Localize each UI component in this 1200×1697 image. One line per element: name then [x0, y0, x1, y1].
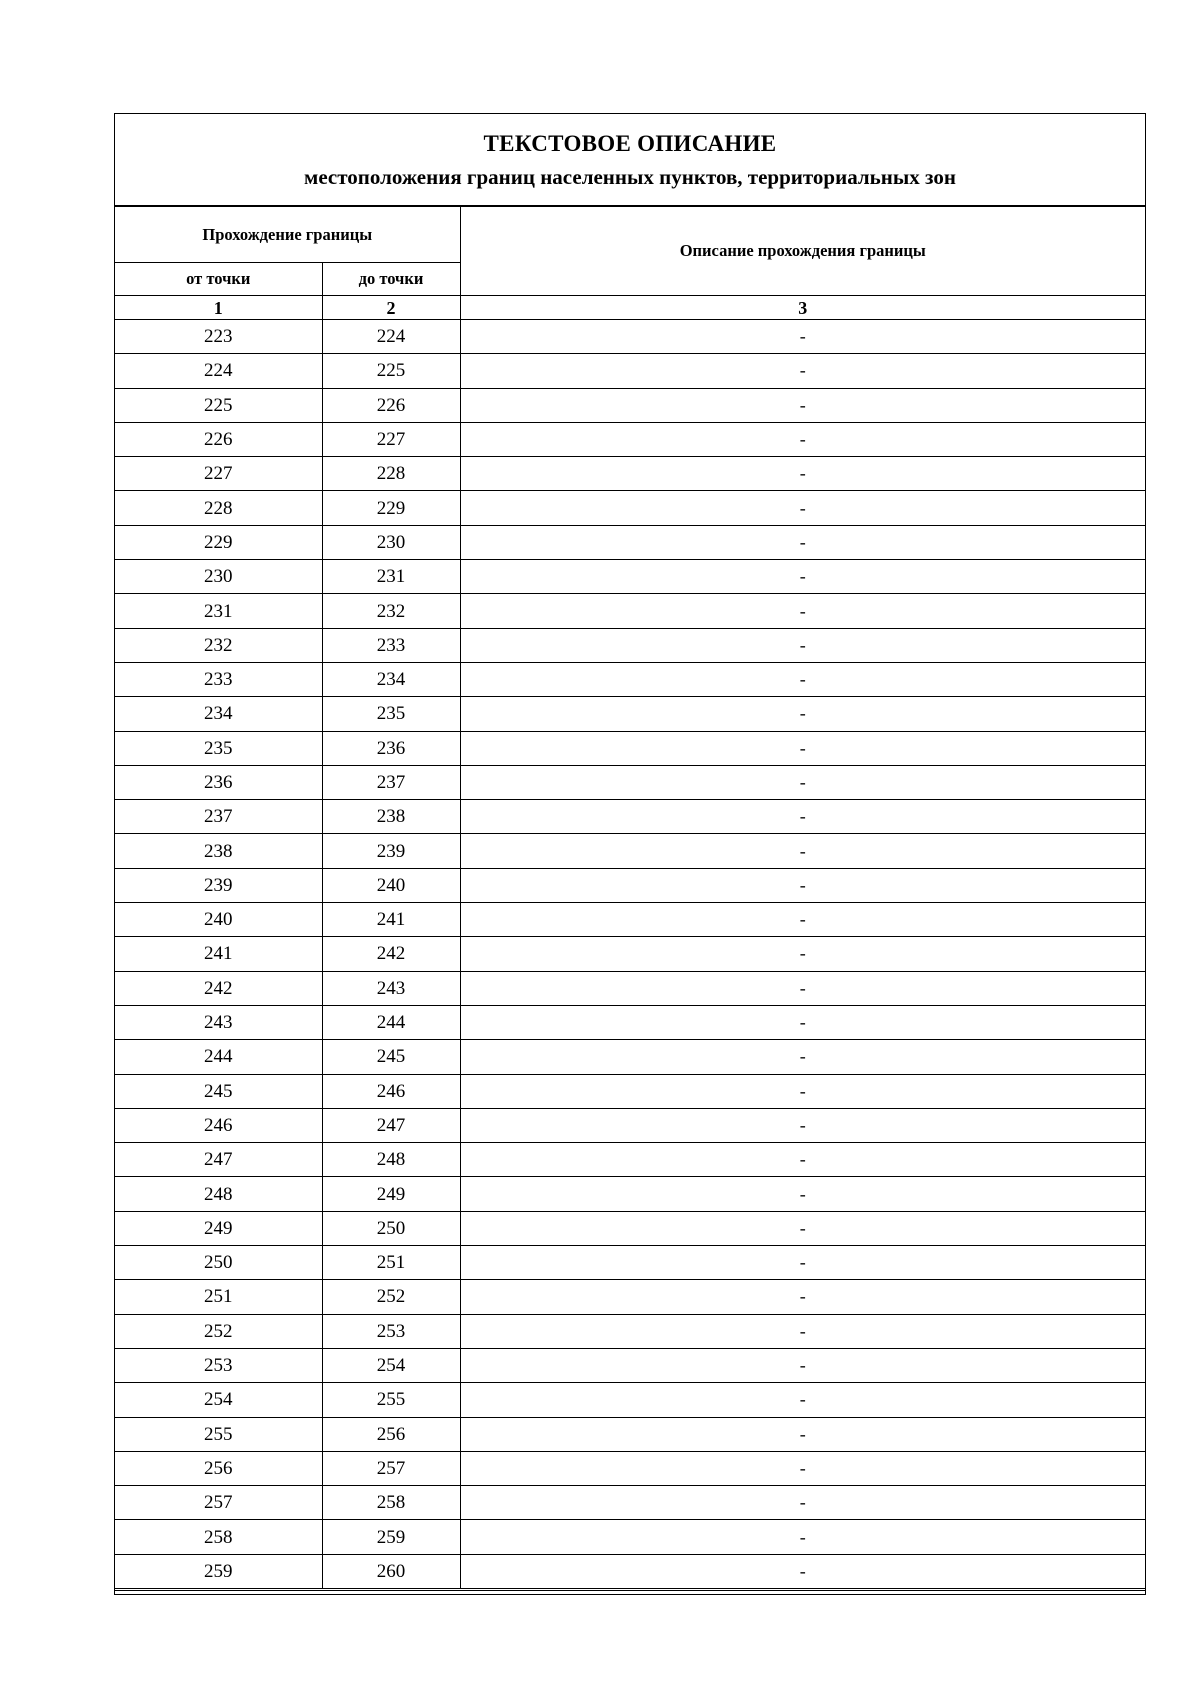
to-point-cell: 245 [322, 1040, 460, 1074]
description-cell: - [460, 1314, 1145, 1348]
to-point-cell: 256 [322, 1417, 460, 1451]
to-point-cell: 239 [322, 834, 460, 868]
header-from-point: от точки [115, 263, 322, 296]
table-row [115, 662, 1145, 696]
bottom-rule [115, 1590, 1145, 1591]
from-point-cell: 248 [115, 1177, 322, 1211]
to-point-cell: 240 [322, 868, 460, 902]
description-cell: - [460, 491, 1145, 525]
from-point-cell: 223 [115, 320, 322, 354]
from-point-cell: 238 [115, 834, 322, 868]
column-number-row [115, 296, 1145, 320]
description-cell: - [460, 731, 1145, 765]
from-point-cell: 252 [115, 1314, 322, 1348]
table-row [115, 1348, 1145, 1382]
to-point-cell: 233 [322, 628, 460, 662]
to-point-cell: 225 [322, 354, 460, 388]
description-cell: - [460, 937, 1145, 971]
description-cell: - [460, 800, 1145, 834]
title-block [115, 114, 1145, 206]
description-cell: - [460, 1520, 1145, 1554]
from-point-cell: 229 [115, 525, 322, 559]
table-row [115, 1211, 1145, 1245]
table-row [115, 628, 1145, 662]
column-number: 3 [460, 296, 1145, 320]
to-point-cell: 242 [322, 937, 460, 971]
table-row [115, 1074, 1145, 1108]
to-point-cell: 241 [322, 903, 460, 937]
from-point-cell: 250 [115, 1246, 322, 1280]
table-row [115, 1486, 1145, 1520]
from-point-cell: 232 [115, 628, 322, 662]
to-point-cell: 255 [322, 1383, 460, 1417]
to-point-cell: 260 [322, 1554, 460, 1588]
description-cell: - [460, 1211, 1145, 1245]
table-row [115, 868, 1145, 902]
description-cell: - [460, 765, 1145, 799]
description-cell: - [460, 1383, 1145, 1417]
from-point-cell: 251 [115, 1280, 322, 1314]
description-cell: - [460, 1246, 1145, 1280]
from-point-cell: 258 [115, 1520, 322, 1554]
table-row [115, 525, 1145, 559]
table-row [115, 731, 1145, 765]
from-point-cell: 245 [115, 1074, 322, 1108]
from-point-cell: 226 [115, 422, 322, 456]
table-row [115, 765, 1145, 799]
description-cell: - [460, 903, 1145, 937]
to-point-cell: 246 [322, 1074, 460, 1108]
table-row [115, 1451, 1145, 1485]
description-cell: - [460, 1040, 1145, 1074]
to-point-cell: 259 [322, 1520, 460, 1554]
to-point-cell: 234 [322, 662, 460, 696]
to-point-cell: 230 [322, 525, 460, 559]
from-point-cell: 242 [115, 971, 322, 1005]
to-point-cell: 253 [322, 1314, 460, 1348]
from-point-cell: 256 [115, 1451, 322, 1485]
table-row [115, 388, 1145, 422]
table-row [115, 422, 1145, 456]
description-cell: - [460, 1177, 1145, 1211]
to-point-cell: 258 [322, 1486, 460, 1520]
to-point-cell: 229 [322, 491, 460, 525]
to-point-cell: 257 [322, 1451, 460, 1485]
table-row [115, 1520, 1145, 1554]
description-cell: - [460, 1143, 1145, 1177]
description-cell: - [460, 628, 1145, 662]
table-row [115, 1246, 1145, 1280]
description-cell: - [460, 1005, 1145, 1039]
to-point-cell: 254 [322, 1348, 460, 1382]
document-frame [114, 113, 1146, 1595]
from-point-cell: 240 [115, 903, 322, 937]
table-row [115, 971, 1145, 1005]
from-point-cell: 227 [115, 457, 322, 491]
table-row [115, 1383, 1145, 1417]
table-row [115, 1177, 1145, 1211]
from-point-cell: 249 [115, 1211, 322, 1245]
to-point-cell: 236 [322, 731, 460, 765]
description-cell: - [460, 1554, 1145, 1588]
header-boundary-passage: Прохождение границы [115, 207, 460, 263]
to-point-cell: 224 [322, 320, 460, 354]
from-point-cell: 230 [115, 560, 322, 594]
from-point-cell: 237 [115, 800, 322, 834]
table-row [115, 1314, 1145, 1348]
from-point-cell: 244 [115, 1040, 322, 1074]
description-cell: - [460, 868, 1145, 902]
description-cell: - [460, 560, 1145, 594]
table-row [115, 1143, 1145, 1177]
from-point-cell: 247 [115, 1143, 322, 1177]
description-cell: - [460, 1074, 1145, 1108]
description-cell: - [460, 525, 1145, 559]
description-cell: - [460, 594, 1145, 628]
description-cell: - [460, 1348, 1145, 1382]
from-point-cell: 224 [115, 354, 322, 388]
description-cell: - [460, 354, 1145, 388]
table-row [115, 1005, 1145, 1039]
document-subtitle: местоположения границ населенных пунктов, территориальных зон [304, 165, 956, 189]
to-point-cell: 252 [322, 1280, 460, 1314]
document-title: ТЕКСТОВОЕ ОПИСАНИЕ [483, 131, 777, 156]
to-point-cell: 232 [322, 594, 460, 628]
from-point-cell: 236 [115, 765, 322, 799]
description-cell: - [460, 1108, 1145, 1142]
from-point-cell: 235 [115, 731, 322, 765]
table-row [115, 1280, 1145, 1314]
description-cell: - [460, 834, 1145, 868]
to-point-cell: 235 [322, 697, 460, 731]
description-cell: - [460, 1451, 1145, 1485]
from-point-cell: 225 [115, 388, 322, 422]
table-row [115, 1108, 1145, 1142]
table-row [115, 320, 1145, 354]
to-point-cell: 238 [322, 800, 460, 834]
description-cell: - [460, 388, 1145, 422]
table-row [115, 1417, 1145, 1451]
from-point-cell: 239 [115, 868, 322, 902]
description-cell: - [460, 457, 1145, 491]
to-point-cell: 248 [322, 1143, 460, 1177]
to-point-cell: 237 [322, 765, 460, 799]
from-point-cell: 253 [115, 1348, 322, 1382]
header-to-point: до точки [322, 263, 460, 296]
to-point-cell: 228 [322, 457, 460, 491]
boundary-description-table [115, 206, 1145, 1589]
table-row [115, 1040, 1145, 1074]
to-point-cell: 244 [322, 1005, 460, 1039]
to-point-cell: 226 [322, 388, 460, 422]
table-row [115, 354, 1145, 388]
header-description: Описание прохождения границы [460, 207, 1145, 296]
table-row [115, 834, 1145, 868]
to-point-cell: 251 [322, 1246, 460, 1280]
from-point-cell: 257 [115, 1486, 322, 1520]
description-cell: - [460, 697, 1145, 731]
table-row [115, 1554, 1145, 1588]
from-point-cell: 246 [115, 1108, 322, 1142]
description-cell: - [460, 1280, 1145, 1314]
to-point-cell: 249 [322, 1177, 460, 1211]
from-point-cell: 243 [115, 1005, 322, 1039]
from-point-cell: 234 [115, 697, 322, 731]
from-point-cell: 259 [115, 1554, 322, 1588]
table-row [115, 697, 1145, 731]
description-cell: - [460, 1417, 1145, 1451]
from-point-cell: 254 [115, 1383, 322, 1417]
from-point-cell: 255 [115, 1417, 322, 1451]
description-cell: - [460, 422, 1145, 456]
table-row [115, 560, 1145, 594]
column-number: 2 [322, 296, 460, 320]
table-row [115, 800, 1145, 834]
table-body [115, 320, 1145, 1589]
from-point-cell: 241 [115, 937, 322, 971]
to-point-cell: 227 [322, 422, 460, 456]
to-point-cell: 247 [322, 1108, 460, 1142]
from-point-cell: 233 [115, 662, 322, 696]
to-point-cell: 243 [322, 971, 460, 1005]
to-point-cell: 250 [322, 1211, 460, 1245]
table-row [115, 457, 1145, 491]
to-point-cell: 231 [322, 560, 460, 594]
table-row [115, 903, 1145, 937]
from-point-cell: 228 [115, 491, 322, 525]
table-row [115, 594, 1145, 628]
description-cell: - [460, 662, 1145, 696]
column-number: 1 [115, 296, 322, 320]
table-row [115, 937, 1145, 971]
description-cell: - [460, 971, 1145, 1005]
from-point-cell: 231 [115, 594, 322, 628]
description-cell: - [460, 1486, 1145, 1520]
description-cell: - [460, 320, 1145, 354]
table-row [115, 491, 1145, 525]
